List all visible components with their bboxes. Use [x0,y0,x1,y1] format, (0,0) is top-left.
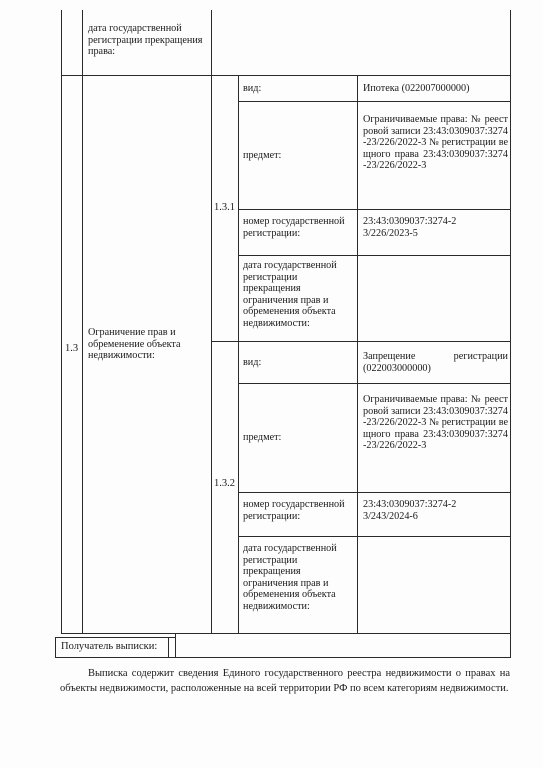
subject-value: Ограничиваемые права: № реестровой записи 23:43:0309037:3274-23/226/2022-3 № регистрации вещного права 23:43:0309037:3274-23/226/2022-3 [363,114,508,172]
row-sep-1-3-2-type [238,383,510,384]
row-sep-1-3-2-start [211,341,510,342]
footer-note: Выписка содержит сведения Единого государственного реестра недвижимости о правах на объекты недвижимости, расположенные на всей территории РФ по всем категориям недвижимости. [60,668,510,694]
item-number: 1.3.1 [214,202,235,213]
reg-number-label: номер государственной регистрации: [243,216,345,239]
item-number: 1.3.2 [214,478,235,489]
recipient-top-left [55,637,176,638]
row-sep-top [61,75,511,76]
termination-label: дата государственной регистрации прекращения ограничения прав и обременения объекта недвижимости: [243,260,337,329]
reg-number-value: 23:43:0309037:3274-23/243/2024-6 [363,499,457,522]
subject-value: Ограничиваемые права: № реестровой записи 23:43:0309037:3274-23/226/2022-3 № регистрации вещного права 23:43:0309037:3274-23/226/2022-3 [363,394,508,452]
recipient-sep [168,637,169,658]
recipient-sep2 [175,634,176,658]
section-label: Ограничение прав и обременение объекта недвижимости: [88,327,181,362]
row-sep-1-3-2-reg [238,536,510,537]
row-sep-1-3-1-type [238,101,510,102]
row-sep-1-3-2-subject [238,492,510,493]
type-label: вид: [243,83,262,94]
col-sep-label [211,10,212,634]
table-border-left [61,10,62,634]
type-value: Ипотека (022007000000) [363,83,470,94]
section-number: 1.3 [65,343,79,354]
col-sep-subnum [238,76,239,634]
row-sep-1-3-1-subject [238,209,510,210]
table-border-right [510,10,511,658]
termination-label: дата государственной регистрации прекращения ограничения прав и обременения объекта недвижимости: [243,543,337,612]
recipient-left [55,637,56,658]
row-sep-table-bottom [61,633,511,634]
termination-date-label: дата государственной регистрации прекращения права: [88,23,203,58]
recipient-bottom [55,657,511,658]
reg-number-value: 23:43:0309037:3274-23/226/2023-5 [363,216,457,239]
reg-number-label: номер государственной регистрации: [243,499,345,522]
type-value: Запрещение регистрации (022003000000) [363,351,508,374]
subject-label: предмет: [243,150,282,161]
row-sep-1-3-1-reg [238,255,510,256]
recipient-label: Получатель выписки: [61,641,158,652]
col-sep-fieldlabel [357,76,358,634]
type-label: вид: [243,357,262,368]
col-sep-number [82,10,83,634]
subject-label: предмет: [243,432,282,443]
